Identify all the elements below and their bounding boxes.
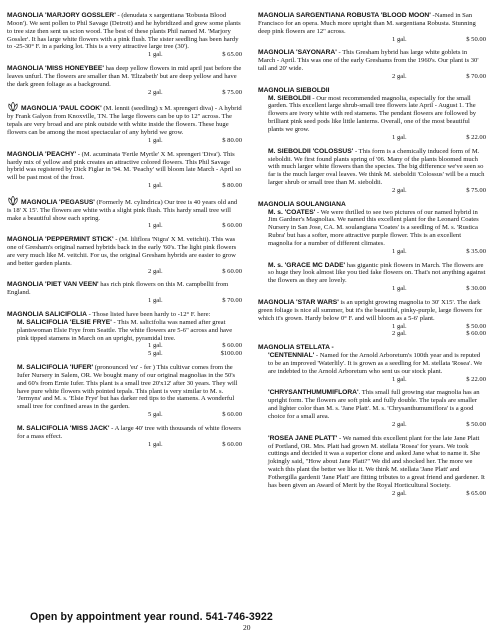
pot-size: 2 gal. bbox=[148, 88, 163, 96]
entry-description bbox=[258, 87, 486, 95]
pot-size: 1 gal. bbox=[148, 440, 163, 448]
price: $ 70.00 bbox=[222, 297, 242, 305]
plant-name: MAGNOLIA 'STAR WARS' bbox=[258, 299, 339, 306]
price-row bbox=[7, 182, 242, 190]
plant-text: - (M. liliflora 'Nigra' X M. veitchii). This was one of Gresham's original named hybrids back in the early '60's. The light pink flowers are very much like M. veitchii. For us, the original Gresham hybrids are easier to grow and better garden plants. bbox=[7, 236, 237, 267]
magnolia-flower-icon bbox=[7, 102, 19, 112]
price-row bbox=[7, 441, 242, 449]
price: $ 75.00 bbox=[222, 88, 242, 96]
plant-text: (Formerly M. cylindrica) Our tree is 40 years old and is 18' X 15'. The flowers are white with a slight pink flush. This hardy small tree will make a beautiful show each spring. bbox=[7, 198, 238, 222]
cultivar-description bbox=[7, 319, 242, 343]
cultivar-name: 'CENTENNIAL' bbox=[268, 352, 315, 360]
price-row bbox=[7, 222, 242, 230]
price-row bbox=[258, 323, 486, 331]
plant-text: has rich pink flowers on this M. campbellii from England. bbox=[7, 281, 229, 297]
plant-name: MAGNOLIA SARGENTIANA ROBUSTA 'BLOOD MOON' bbox=[258, 12, 431, 19]
pot-size: 2 gal. bbox=[392, 330, 407, 338]
price: $ 80.00 bbox=[222, 136, 242, 144]
cultivar-description bbox=[258, 209, 486, 248]
catalog-entry bbox=[7, 311, 242, 358]
price: $ 75.00 bbox=[466, 186, 486, 194]
price-row bbox=[7, 411, 242, 419]
plant-text: is an upright growing magnolia to 30' X15'. The dark green foliage is nice all summer, but it's the beautiful, pinky-purple, large flowers for which it's grown. Hardy below 0° F. and will bloom as a 5-6' plant. bbox=[258, 299, 483, 322]
right-column bbox=[258, 12, 486, 503]
cultivar-text: - This form is a chemically induced form of M. sieboldii. We first found plants spring of '06. Many of the plants bloomed much with much larger white flowers than the species. The big difference we've seen so far is the much larger oval leaves. We think M. sieboldii 'Colossus' will be a much larger shrub or small tree than M. sieboldii. bbox=[268, 147, 485, 187]
pot-size: 1 gal. bbox=[392, 322, 407, 330]
plant-name: MAGNOLIA 'PEGASUS' bbox=[21, 198, 95, 206]
cultivar-text: - We named this excellent plant for the late Jane Platt of Portland, OR. Mrs. Platt had grown M. stellata 'Rosea' for years. We took cuttings and decided it was a superior clone and asked Jane what to name it. She jokingly said, "How about Jane Platt?" We did and shocked her. The more we watch this plant the better we like it. We think M. stellata 'Jane Platt' and Fothergilla gardenii 'Jane Platt' are fitting tributes to a great friend and gardener. It has been given an Award of Merit by the Royal Horticultural Society. bbox=[268, 434, 485, 489]
entry-description bbox=[7, 102, 242, 136]
catalog-entry bbox=[7, 12, 242, 59]
catalog-entry bbox=[7, 196, 242, 230]
catalog-entry bbox=[7, 364, 242, 419]
catalog-entry bbox=[258, 344, 486, 383]
price-row bbox=[258, 490, 486, 498]
pot-size: 2 gal. bbox=[392, 489, 407, 497]
pot-size: 5 gal. bbox=[148, 411, 163, 419]
pot-size: 1 gal. bbox=[148, 297, 163, 305]
price: $ 35.00 bbox=[466, 247, 486, 255]
cultivar-text: - A large 40' tree with thousands of white flowers for a mass effect. bbox=[17, 424, 241, 440]
price: $ 65.00 bbox=[466, 489, 486, 497]
plant-text: - (M. acuminata 'Fertle Myrtle' X M. sprengeri 'Diva'). This hardy mix of yellow and pink creates an attractive colored flowers. This Phil Savage hybrid was registered by Dick Figlar in '94. M. 'Peachy' will bloom late March - April so will be past most of the frost. bbox=[7, 150, 241, 182]
entry-description bbox=[7, 65, 242, 89]
pot-size: 2 gal. bbox=[148, 267, 163, 275]
price: $ 60.00 bbox=[222, 440, 242, 448]
price-row bbox=[258, 134, 486, 142]
cultivar-name: M. SALICIFOLIA 'MISS JACK' bbox=[17, 424, 110, 432]
entry-description bbox=[7, 281, 242, 297]
price: $ 50.00 bbox=[466, 420, 486, 428]
price: $ 22.00 bbox=[466, 133, 486, 141]
catalog-entry bbox=[258, 12, 486, 43]
cultivar-description bbox=[258, 262, 486, 286]
price-row bbox=[258, 248, 486, 256]
price: $ 60.00 bbox=[222, 411, 242, 419]
price-row bbox=[258, 36, 486, 44]
cultivar-name: M. SIEBOLDII 'COLOSSUS' bbox=[268, 147, 354, 155]
catalog-entry bbox=[258, 299, 486, 338]
price-row bbox=[7, 268, 242, 276]
plant-text: - (denudata x sargentiana 'Robusta Blood Moon'). We sent pollen to Phil Savage (Detroit) and he hybridized and grew some plants to tree size then sent us scion wood. The best of these plants Phil named M. 'Marjory Gossler'. It has large white flowers with a pink flush. The sister seedling has been hardy to -25-30° F. in a parking lot. This is a very attractive large tree (30'). bbox=[7, 12, 241, 51]
cultivar-description bbox=[7, 364, 242, 411]
pot-size: 5 gal. bbox=[148, 350, 163, 358]
cultivar-text: - We were thrilled to see two pictures of our named hybrid in Jim Gardner's Magnolias. We named this excellent plant for the Leonard Coates Nursery in San Jose, CA. M. soulangiana 'Coates' is a seedling of M. s. 'Rustica Rubra' but has a softer, more attractive purple flower. This is an excellent magnolia for a number of different climates. bbox=[268, 208, 479, 247]
pot-size: 1 gal. bbox=[392, 35, 407, 43]
catalog-entry bbox=[7, 236, 242, 275]
plant-name: MAGNOLIA STELLATA - bbox=[258, 344, 334, 352]
price: $100.00 bbox=[220, 350, 242, 358]
cultivar-name: M. SALICIFOLIA 'IUFER' bbox=[17, 364, 94, 372]
entry-description bbox=[258, 12, 486, 36]
cultivar-description bbox=[258, 435, 486, 490]
plant-text: has deep yellow flowers in mid april just before the leaves unfurl. The flowers are smaller than M. 'Elizabeth' but are deep yellow and have the dark green foliage as a background. bbox=[7, 65, 242, 88]
price-row bbox=[258, 376, 486, 384]
cultivar-description bbox=[7, 425, 242, 441]
cultivar-description bbox=[258, 95, 486, 134]
plant-text: -Named in San Francisco for an opera. Much more upright than M. sargentiana Robusta. Stunning deep pink flowers are 12" across. bbox=[258, 12, 476, 35]
catalog-entry bbox=[258, 435, 486, 498]
cultivar-text: (pronounced 'eu' - fer ) This cultivar comes from the Iufer Nursery in Salem, OR. We bought many of our original magnolias in the 50's and 60's from Ernie Iufer. This plant is a small tree 20'x12' after 30 years. They will have pure white flowers with pointed tepals. This plant is very similar to M. s. 'Jermyns' and M. s. 'Elsie Frye' but has darker red tips to the stamens. A wonderful small tree for confined areas in the garden. bbox=[17, 364, 238, 411]
cultivar-text: . This small full growing star magnolia has an upright form. The flowers are soft pink and fully double. The tepals are smaller and lighter color than M. s. 'Jane Platt'. M. s. 'Chrysanthumumiflora' is a good choice for a small area. bbox=[268, 389, 480, 420]
entry-description bbox=[258, 201, 486, 209]
left-column bbox=[7, 12, 242, 455]
cultivar-name: M. SALICIFOLIA 'ELSIE FRYE' bbox=[17, 318, 112, 326]
entry-description bbox=[258, 49, 486, 73]
plant-name: MAGNOLIA 'MARJORY GOSSLER' bbox=[7, 12, 116, 19]
plant-text: - This Gresham hybrid has large white goblets in March - April. This was one of the early Greshams from the 1960's. Our plant is 30' tall and 20' wide. bbox=[258, 49, 479, 73]
cultivar-name: 'ROSEA JANE PLATT' bbox=[268, 434, 338, 442]
catalog-entry bbox=[258, 262, 486, 293]
price-row bbox=[258, 187, 486, 195]
cultivar-name: M. SIEBOLDII bbox=[268, 94, 311, 102]
pot-size: 1 gal. bbox=[392, 285, 407, 293]
price-row bbox=[7, 342, 242, 350]
price-row bbox=[258, 285, 486, 293]
plant-name: MAGNOLIA 'PIET VAN VEEN' bbox=[7, 281, 99, 289]
pot-size: 1 gal. bbox=[392, 133, 407, 141]
price-row bbox=[7, 51, 242, 59]
price: $ 50.00 bbox=[466, 322, 486, 330]
price: $ 60.00 bbox=[222, 342, 242, 350]
catalog-entry bbox=[7, 425, 242, 449]
entry-description bbox=[7, 196, 242, 223]
cultivar-text: has gigantic pink flowers in March. The flowers are so huge they look almost like you tied fake flowers on. That's not anything against the flowers as they are lovely. bbox=[268, 261, 486, 285]
plant-name: MAGNOLIA SIEBOLDII bbox=[258, 86, 330, 94]
pot-size: 1 gal. bbox=[148, 222, 163, 230]
catalog-entry bbox=[7, 102, 242, 144]
cultivar-name: M. s. 'COATES' bbox=[268, 208, 316, 216]
entry-description bbox=[7, 12, 242, 51]
catalog-entry bbox=[258, 201, 486, 256]
cultivar-text: - Our most recommended magnolia, especially for the small garden. This excellent large shrub-small tree flowers late April - August 1. The flowers are ivory white with red stamens. The pendant flowers are followed by brilliant pink seed pods like little lanterns. Overall, one of the most beautiful plants we grow. bbox=[268, 94, 477, 133]
footer-contact: Open by appointment year round. 541-746-3922 bbox=[30, 611, 273, 623]
catalog-entry bbox=[7, 281, 242, 305]
catalog-entry bbox=[258, 148, 486, 195]
page-number: 20 bbox=[243, 623, 251, 632]
plant-name: MAGNOLIA SALICIFOLIA bbox=[7, 311, 87, 318]
entry-description bbox=[258, 299, 486, 323]
plant-text: - Those listed have been hardy to -12° F. here: bbox=[87, 311, 211, 318]
price: $ 30.00 bbox=[466, 285, 486, 293]
plant-name: MAGNOLIA 'PAUL COOK' bbox=[21, 105, 102, 113]
entry-description bbox=[7, 311, 242, 319]
price: $ 50.00 bbox=[466, 35, 486, 43]
price: $ 60.00 bbox=[466, 330, 486, 338]
entry-description bbox=[258, 344, 486, 352]
plant-name: MAGNOLIA SOULANGIANA bbox=[258, 200, 346, 208]
cultivar-text: - Named for the Arnold Arboretum's 100th year and is reputed to be an improved 'Waterlily'. It is grown as a seedling for M. stellata 'Rosea'. We are indebted to the Arnold Arboretum who sent us our stock plant. bbox=[268, 352, 483, 375]
plant-name: MAGNOLIA 'MISS HONEYBEE' bbox=[7, 65, 104, 73]
pot-size: 1 gal. bbox=[392, 247, 407, 255]
pot-size: 1 gal. bbox=[148, 51, 163, 59]
pot-size: 1 gal. bbox=[392, 375, 407, 383]
plant-text: (M. lennii (seedling) x M. sprengeri diva) - A hybrid by Frank Galyon from Knoxville, TN. The large flowers can be up to 12" across. The tepals are very broad and are pink outside with white inside the flowers. These huge flowers can be among the most spectacular of any hybrid we grow. bbox=[7, 105, 242, 136]
price: $ 80.00 bbox=[222, 182, 242, 190]
price-row bbox=[7, 297, 242, 305]
plant-name: MAGNOLIA 'PEACHY' bbox=[7, 150, 77, 158]
magnolia-flower-icon bbox=[7, 196, 19, 206]
cultivar-description bbox=[258, 352, 486, 376]
pot-size: 1 gal. bbox=[148, 342, 163, 350]
catalog-entry bbox=[7, 65, 242, 96]
price-row bbox=[7, 137, 242, 145]
pot-size: 2 gal. bbox=[392, 186, 407, 194]
price: $ 70.00 bbox=[466, 72, 486, 80]
price: $ 65.00 bbox=[222, 51, 242, 59]
price-row bbox=[7, 350, 242, 358]
entry-description bbox=[7, 151, 242, 182]
cultivar-description bbox=[258, 389, 486, 420]
pot-size: 1 gal. bbox=[148, 136, 163, 144]
price: $ 22.00 bbox=[466, 375, 486, 383]
catalog-entry bbox=[258, 389, 486, 428]
price: $ 60.00 bbox=[222, 267, 242, 275]
plant-name: MAGNOLIA 'PEPPERMINT STICK' bbox=[7, 236, 114, 244]
catalog-entry bbox=[258, 49, 486, 80]
cultivar-text: - This M. salicifolia was named after great plantswoman Elsie Frye from Seattle. The white flowers are 5-6" across and have pink tipped stamens in March on an upright, pyramidal tree. bbox=[17, 318, 233, 342]
pot-size: 1 gal. bbox=[148, 182, 163, 190]
catalog-entry bbox=[7, 151, 242, 190]
cultivar-name: 'CHRYSANTHUMUMIFLORA' bbox=[268, 389, 359, 397]
plant-name: MAGNOLIA 'SAYONARA' bbox=[258, 49, 337, 57]
price-row bbox=[258, 330, 486, 338]
price-row bbox=[258, 73, 486, 81]
price-row bbox=[7, 89, 242, 97]
price: $ 60.00 bbox=[222, 222, 242, 230]
catalog-entry bbox=[258, 87, 486, 142]
cultivar-description bbox=[258, 148, 486, 187]
cultivar-name: M. s. 'GRACE MC DADE' bbox=[268, 261, 346, 269]
pot-size: 2 gal. bbox=[392, 72, 407, 80]
price-row bbox=[258, 421, 486, 429]
entry-description bbox=[7, 236, 242, 267]
pot-size: 2 gal. bbox=[392, 420, 407, 428]
